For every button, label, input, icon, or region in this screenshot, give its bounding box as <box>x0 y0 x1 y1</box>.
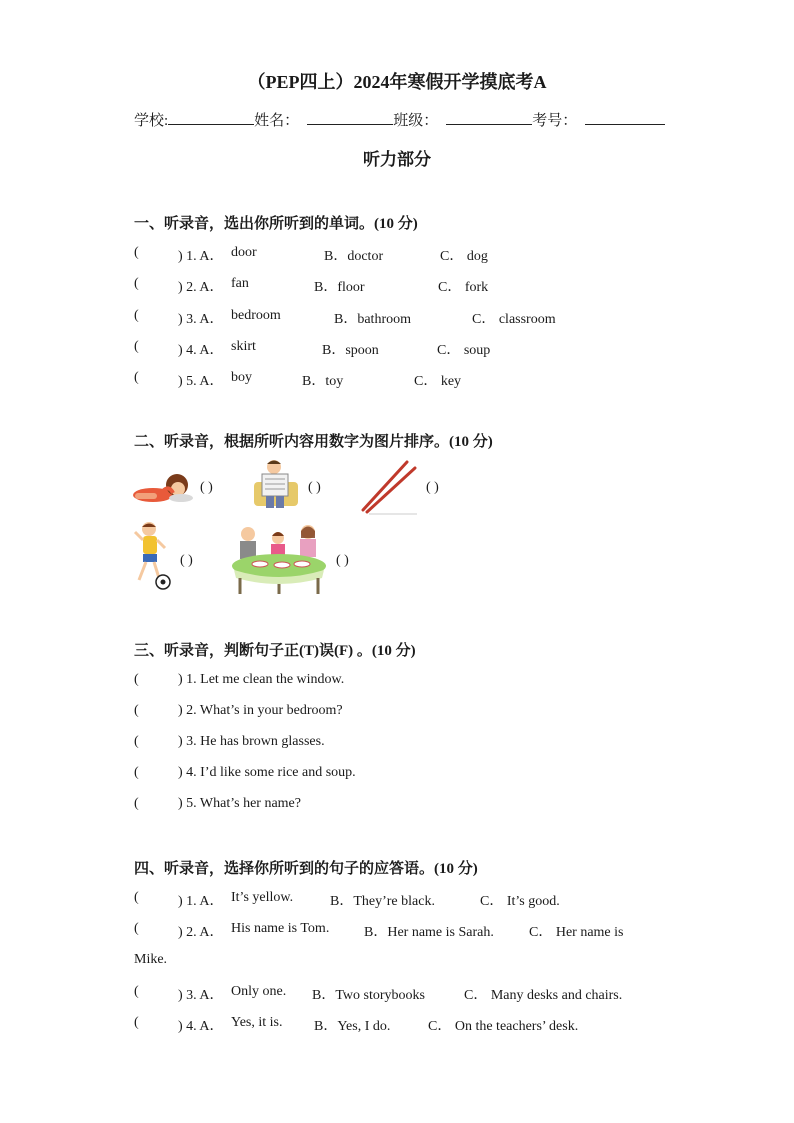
page-title: （PEP四上）2024年寒假开学摸底考A <box>247 72 547 92</box>
name-blank[interactable] <box>307 108 393 125</box>
wrapped-text: Mike. <box>134 952 168 967</box>
option-c: C． It’s good. <box>480 894 560 909</box>
section1-heading: 一、听录音，选出你所听到的单词。(10 分) <box>134 216 418 232</box>
list-item <box>134 370 694 388</box>
order-answer-paren[interactable]: ( ) <box>180 553 193 568</box>
answer-paren-open[interactable]: ( <box>134 734 139 749</box>
option-c: C． On the teachers’ desk. <box>428 1019 579 1034</box>
option-c: C． Many desks and chairs. <box>464 988 623 1003</box>
statement-text: ) 4. I’d like some rice and soup. <box>178 765 356 780</box>
number-label: 考号： <box>532 113 578 129</box>
list-item <box>134 703 694 721</box>
section2-heading: 二、听录音，根据所听内容用数字为图片排序。(10 分) <box>134 434 493 450</box>
answer-paren-open[interactable]: ( <box>134 796 139 811</box>
list-item <box>134 245 694 263</box>
option-b: B．They’re black. <box>330 894 435 909</box>
option-a: skirt <box>231 339 256 354</box>
class-label: 班级： <box>393 113 439 129</box>
option-b: B．bathroom <box>334 312 411 327</box>
option-c: C． dog <box>440 249 488 264</box>
option-c: C． key <box>414 374 462 389</box>
statement-text: ) 5. What’s her name? <box>178 796 301 811</box>
answer-paren-open[interactable]: ( <box>134 890 139 905</box>
list-item <box>134 765 694 783</box>
school-blank[interactable] <box>168 108 254 125</box>
answer-paren-open[interactable]: ( <box>134 308 139 323</box>
order-answer-paren[interactable]: ( ) <box>426 480 439 495</box>
name-label: 姓名： <box>254 113 300 129</box>
option-c: C． fork <box>438 280 489 295</box>
order-answer-paren[interactable]: ( ) <box>336 553 349 568</box>
option-c: C． soup <box>437 343 491 358</box>
question-number: ) 5. A． <box>178 374 224 389</box>
list-item <box>134 308 694 326</box>
list-item <box>134 796 694 814</box>
section4-heading: 四、听录音，选择你所听到的句子的应答语。(10 分) <box>134 861 478 877</box>
student-info <box>134 108 665 130</box>
boy-football-picture <box>133 520 173 592</box>
section-subtitle: 听力部分 <box>363 150 431 169</box>
answer-paren-open[interactable]: ( <box>134 370 139 385</box>
option-b: B．Her name is Sarah. <box>364 925 494 940</box>
order-answer-paren[interactable]: ( ) <box>200 480 213 495</box>
statement-text: ) 1. Let me clean the window. <box>178 672 345 687</box>
list-item <box>134 734 694 752</box>
answer-paren-open[interactable]: ( <box>134 339 139 354</box>
question-number: ) 4. A． <box>178 1019 224 1034</box>
option-c: C． Her name is <box>529 925 624 940</box>
option-b: B．Two storybooks <box>312 988 425 1003</box>
option-a: bedroom <box>231 308 281 323</box>
option-a: Only one. <box>231 984 287 999</box>
order-answer-paren[interactable]: ( ) <box>308 480 321 495</box>
list-item <box>134 339 694 357</box>
list-item <box>134 1015 694 1033</box>
option-c: C． classroom <box>472 312 556 327</box>
number-blank[interactable] <box>585 108 665 125</box>
statement-text: ) 3. He has brown glasses. <box>178 734 325 749</box>
answer-paren-open[interactable]: ( <box>134 1015 139 1030</box>
chopsticks-picture <box>355 460 419 516</box>
question-number: ) 2. A． <box>178 925 224 940</box>
option-a: It’s yellow. <box>231 890 294 905</box>
man-reading-picture <box>252 458 300 510</box>
section3-heading: 三、听录音，判断句子正(T)误(F) 。(10 分) <box>134 643 416 659</box>
answer-paren-open[interactable]: ( <box>134 245 139 260</box>
statement-text: ) 2. What’s in your bedroom? <box>178 703 343 718</box>
question-number: ) 3. A． <box>178 988 224 1003</box>
list-item <box>134 921 694 939</box>
option-b: B．floor <box>314 280 365 295</box>
list-item <box>134 672 694 690</box>
answer-paren-open[interactable]: ( <box>134 672 139 687</box>
answer-paren-open[interactable]: ( <box>134 765 139 780</box>
class-blank[interactable] <box>446 108 532 125</box>
question-number: ) 2. A． <box>178 280 224 295</box>
answer-paren-open[interactable]: ( <box>134 703 139 718</box>
option-a: Yes, it is. <box>231 1015 283 1030</box>
list-item <box>134 984 694 1002</box>
question-number: ) 4. A． <box>178 343 224 358</box>
list-item <box>134 276 694 294</box>
option-a: boy <box>231 370 252 385</box>
family-dinner-picture <box>230 518 328 596</box>
answer-paren-open[interactable]: ( <box>134 921 139 936</box>
question-number: ) 1. A． <box>178 249 224 264</box>
option-b: B．toy <box>302 374 344 389</box>
option-a: His name is Tom. <box>231 921 330 936</box>
question-number: ) 3. A． <box>178 312 224 327</box>
answer-paren-open[interactable]: ( <box>134 276 139 291</box>
question-number: ) 1. A． <box>178 894 224 909</box>
school-label: 学校: <box>134 113 169 129</box>
option-a: door <box>231 245 257 260</box>
option-a: fan <box>231 276 249 291</box>
answer-paren-open[interactable]: ( <box>134 984 139 999</box>
girl-lying-picture <box>133 465 195 505</box>
option-b: B．doctor <box>324 249 384 264</box>
option-b: B．spoon <box>322 343 379 358</box>
list-item <box>134 890 694 908</box>
option-b: B．Yes, I do. <box>314 1019 391 1034</box>
